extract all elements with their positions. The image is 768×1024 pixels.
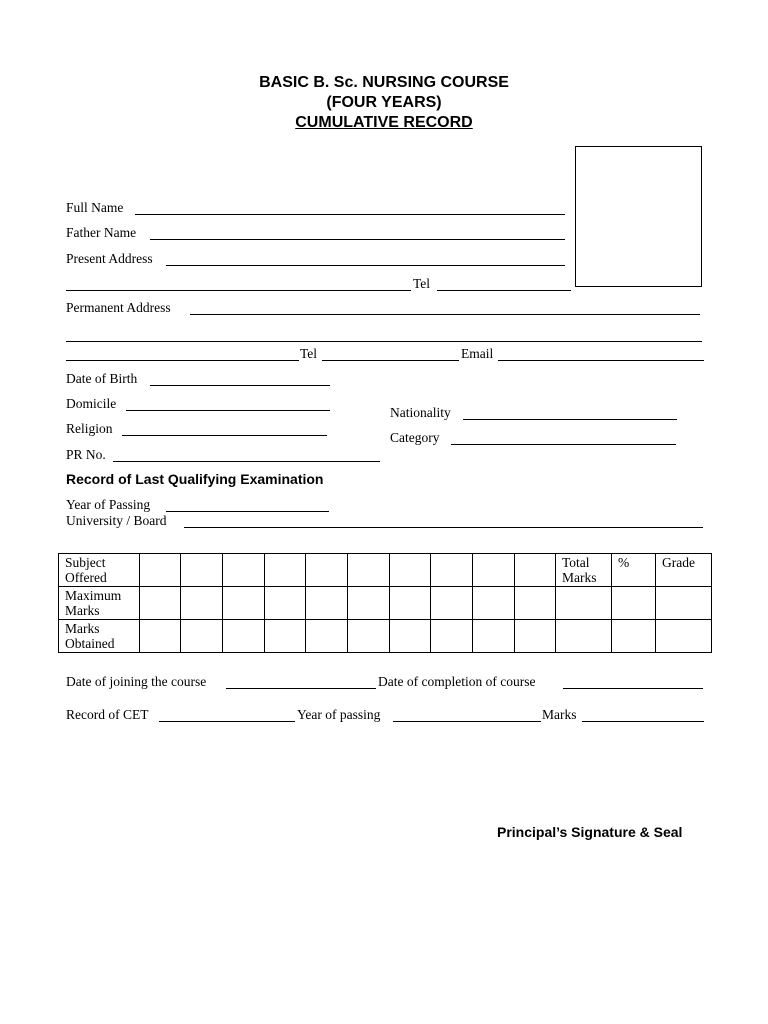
row-label: Maximum Marks	[59, 587, 140, 620]
date-of-completion-field[interactable]	[563, 688, 703, 689]
email-label: Email	[461, 346, 494, 361]
marks-table	[58, 553, 712, 653]
marks-field[interactable]	[582, 721, 704, 722]
permanent-address-label: Permanent Address	[66, 300, 171, 315]
form-record-title: CUMULATIVE RECORD	[295, 114, 473, 131]
marks-label: Marks	[542, 707, 577, 722]
religion-field[interactable]	[122, 435, 327, 436]
religion-label: Religion	[66, 421, 113, 436]
form-subtitle: (FOUR YEARS)	[326, 94, 442, 111]
full-name-label: Full Name	[66, 200, 124, 215]
university-board-field[interactable]	[184, 527, 703, 528]
permanent-address-field-3[interactable]	[66, 360, 299, 361]
principal-signature-label: Principal’s Signature & Seal	[497, 824, 683, 840]
table-row	[59, 620, 712, 653]
year-of-passing-label: Year of Passing	[66, 497, 151, 512]
date-of-birth-label: Date of Birth	[66, 371, 138, 386]
father-name-field[interactable]	[150, 239, 565, 240]
present-address-field-2[interactable]	[66, 290, 411, 291]
domicile-field[interactable]	[126, 410, 330, 411]
cet-year-of-passing-field[interactable]	[393, 721, 541, 722]
present-tel-label: Tel	[413, 276, 431, 291]
category-label: Category	[390, 430, 440, 445]
university-board-label: University / Board	[66, 513, 167, 528]
row-label: Subject Offered	[59, 554, 140, 587]
year-of-passing-field[interactable]	[166, 511, 329, 512]
section-title: Record of Last Qualifying Examination	[66, 471, 324, 487]
table-row	[59, 587, 712, 620]
present-address-field[interactable]	[166, 265, 565, 266]
permanent-tel-field[interactable]	[322, 360, 459, 361]
nationality-label: Nationality	[390, 405, 451, 420]
permanent-tel-label: Tel	[300, 346, 318, 361]
pr-no-field[interactable]	[113, 461, 380, 462]
category-field[interactable]	[451, 444, 676, 445]
record-of-cet-label: Record of CET	[66, 707, 149, 722]
domicile-label: Domicile	[66, 396, 117, 411]
father-name-label: Father Name	[66, 225, 137, 240]
cet-year-of-passing-label: Year of passing	[297, 707, 381, 722]
total-marks-header: Total Marks	[556, 554, 612, 587]
record-of-cet-field[interactable]	[159, 721, 295, 722]
nationality-field[interactable]	[463, 419, 677, 420]
full-name-field[interactable]	[135, 214, 565, 215]
present-tel-field[interactable]	[437, 290, 571, 291]
present-address-label: Present Address	[66, 251, 153, 266]
date-of-completion-label: Date of completion of course	[378, 674, 536, 689]
date-of-joining-field[interactable]	[226, 688, 376, 689]
permanent-address-field[interactable]	[190, 314, 700, 315]
email-field[interactable]	[498, 360, 704, 361]
row-label: Marks Obtained	[59, 620, 140, 653]
percent-header: %	[612, 554, 656, 587]
form-title: BASIC B. Sc. NURSING COURSE	[259, 74, 509, 91]
date-of-birth-field[interactable]	[150, 385, 330, 386]
photo-box	[575, 146, 702, 287]
permanent-address-field-2[interactable]	[66, 341, 702, 342]
grade-header: Grade	[656, 554, 712, 587]
date-of-joining-label: Date of joining the course	[66, 674, 207, 689]
table-row	[59, 554, 712, 587]
pr-no-label: PR No.	[66, 447, 106, 462]
